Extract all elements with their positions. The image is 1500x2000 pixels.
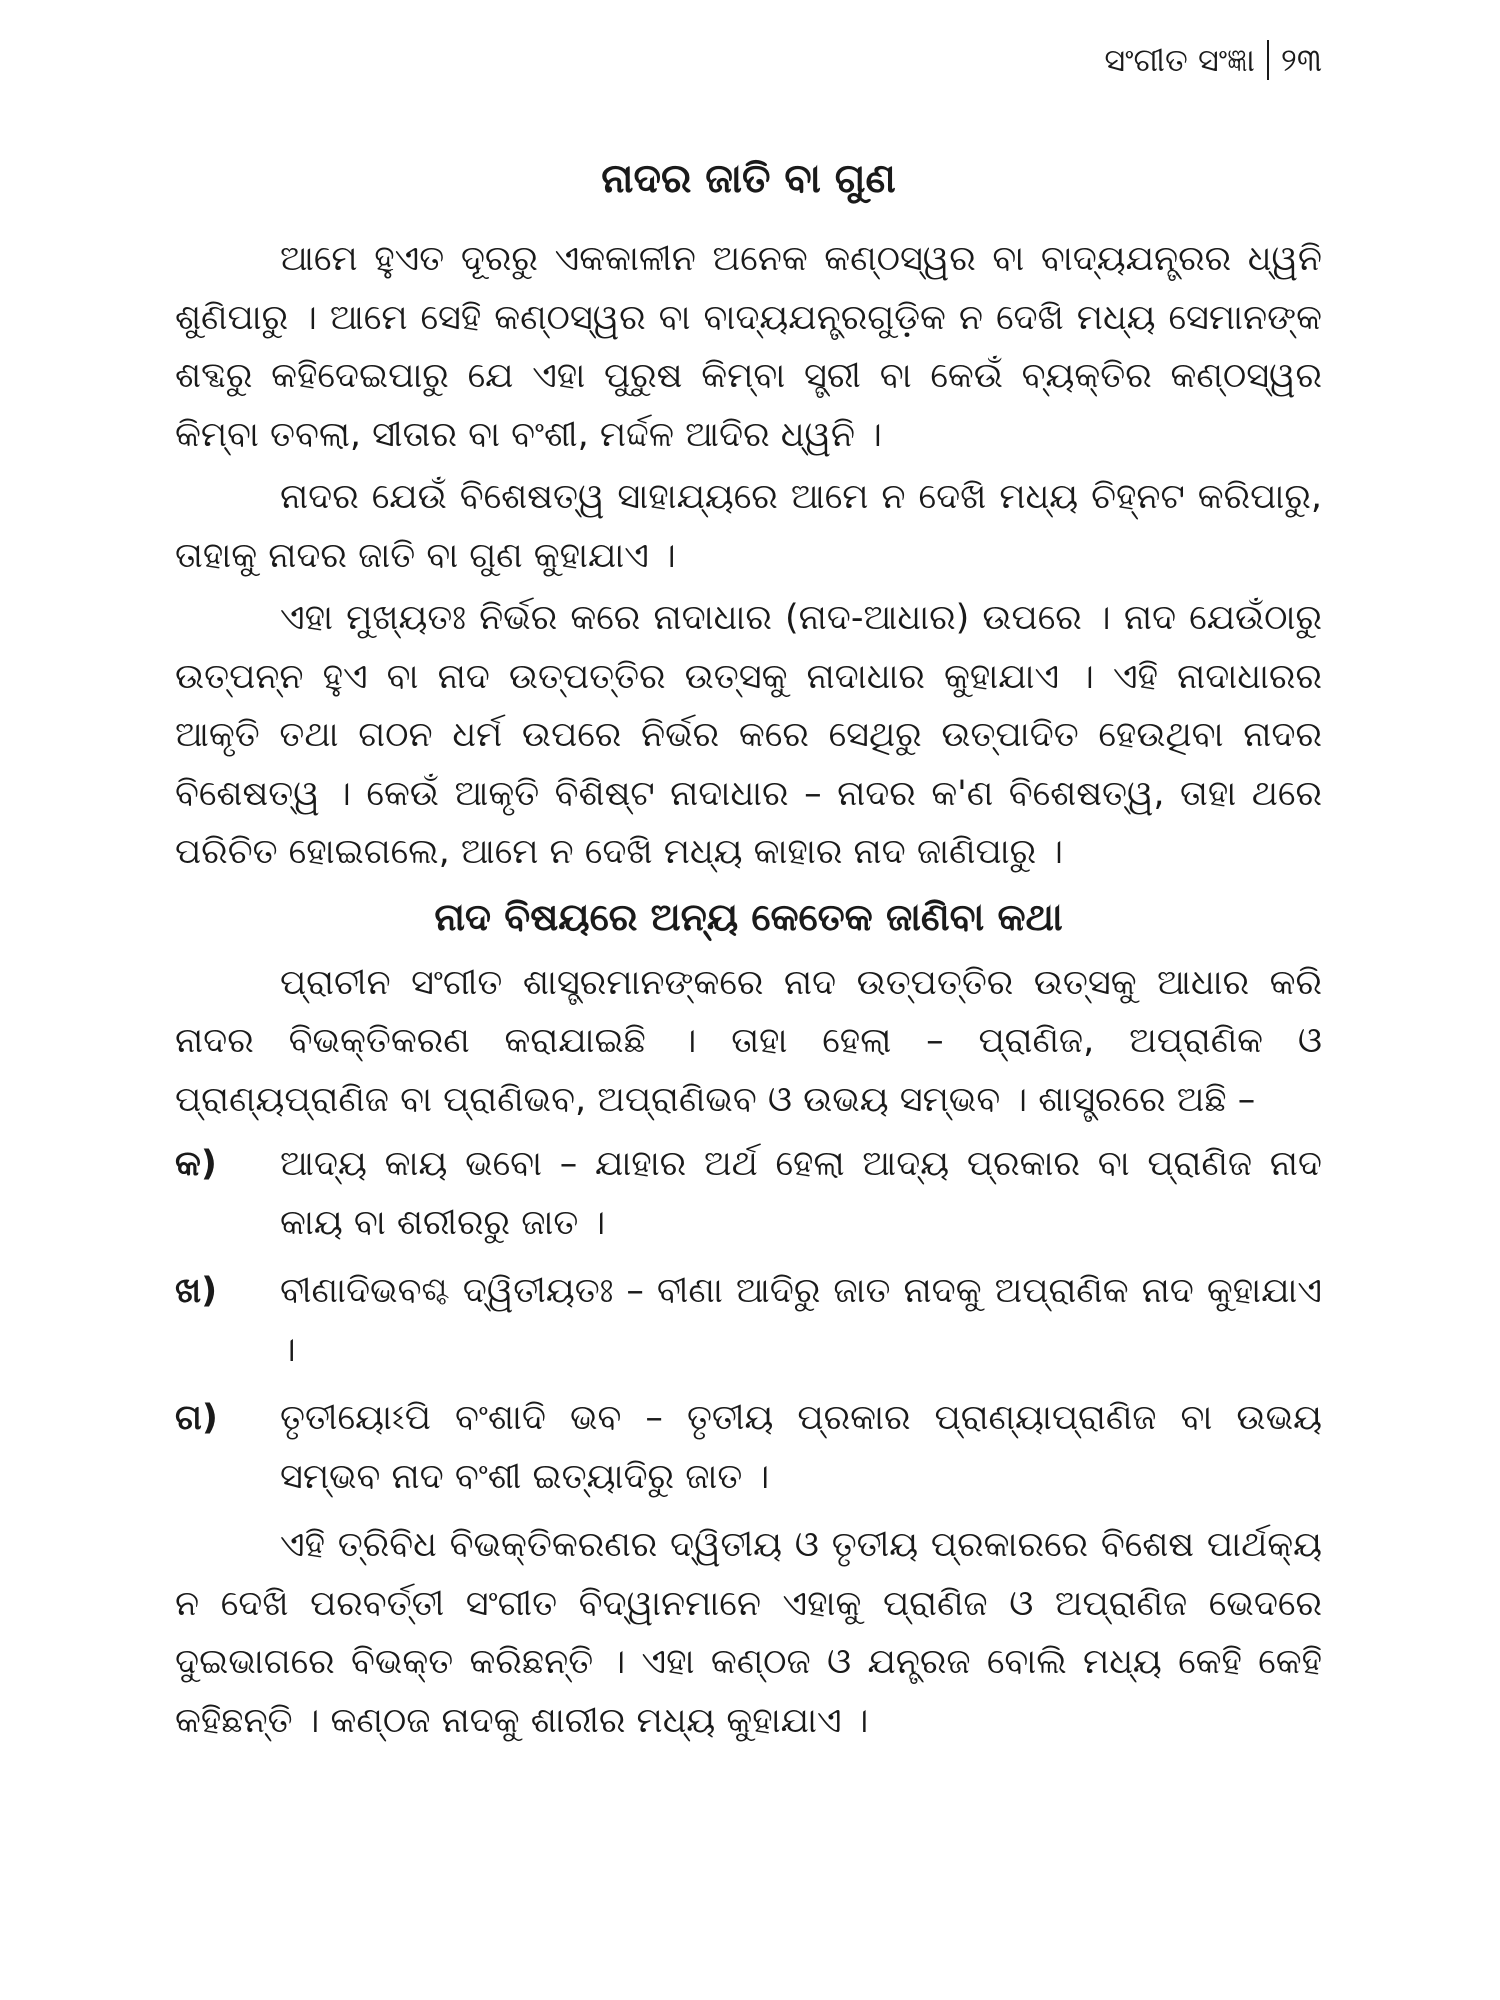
list-marker: ଗ) (175, 1398, 218, 1438)
paragraph: ଆମେ ହୁଏତ ଦୂରରୁ ଏକକାଳୀନ ଅନେକ କଣ୍ଠସ୍ୱର ବା ବାଦ୍ୟଯନ୍ତ୍ରର ଧ୍ୱନି ଶୁଣିପାରୁ । ଆମେ ସେହି କଣ୍ଠସ୍ୱର ବା ବାଦ୍ୟଯନ୍ତ୍ରଗୁଡ଼ିକ ନ ଦେଖି ମଧ୍ୟ ସେମାନଙ୍କ ଶବ୍ଦରୁ କହିଦେଇପାରୁ ଯେ ଏହା ପୁରୁଷ କିମ୍ବା ସ୍ତ୍ରୀ ବା କେଉଁ ବ୍ୟକ୍ତିର କଣ୍ଠସ୍ୱର କିମ୍ବା ତବଲା, ସୀତାର ବା ବଂଶୀ, ମର୍ଦ୍ଦଳ ଆଦିର ଧ୍ୱନି । (175, 239, 1322, 455)
list-text: ତୃତୀୟୋଽପି ବଂଶାଦି ଭବ – ତୃତୀୟ ପ୍ରକାର ପ୍ରାଣ୍ୟାପ୍ରାଣିଜ ବା ଉଭୟ ସମ୍ଭବ ନାଦ ବଂଶୀ ଇତ୍ୟାଦିରୁ ଜାତ । (280, 1398, 1322, 1497)
running-header (1104, 40, 1322, 80)
paragraph: ପ୍ରାଚୀନ ସଂଗୀତ ଶାସ୍ତ୍ରମାନଙ୍କରେ ନାଦ ଉତ୍ପତ୍ତିର ଉତ୍ସକୁ ଆଧାର କରି ନାଦର ବିଭକ୍ତିକରଣ କରାଯାଇଛି । ତାହା ହେଲା – ପ୍ରାଣିଜ, ଅପ୍ରାଣିକ ଓ ପ୍ରାଣ୍ୟପ୍ରାଣିଜ ବା ପ୍ରାଣିଭବ, ଅପ୍ରାଣିଭବ ଓ ଉଭୟ ସମ୍ଭବ । ଶାସ୍ତ୍ରରେ ଅଛି – (175, 962, 1322, 1120)
book-title: ସଂଗୀତ ସଂଜ୍ଞା (1104, 40, 1255, 79)
section-title: ନାଦର ଜାତି ବା ଗୁଣ (601, 156, 896, 202)
paragraph: ଏହା ମୁଖ୍ୟତଃ ନିର୍ଭର କରେ ନାଦାଧାର (ନାଦ-ଆଧାର) ଉପରେ । ନାଦ ଯେଉଁଠାରୁ ଉତ୍ପନ୍ନ ହୁଏ ବା ନାଦ ଉତ୍ପତ୍ତିର ଉତ୍ସକୁ ନାଦାଧାର କୁହାଯାଏ । ଏହି ନାଦାଧାରର ଆକୃତି ତଥା ଗଠନ ଧର୍ମ ଉପରେ ନିର୍ଭର କରେ ସେଥିରୁ ଉତ୍ପାଦିତ ହେଉଥିବା ନାଦର ବିଶେଷତ୍ୱ । କେଉଁ ଆକୃତି ବିଶିଷ୍ଟ ନାଦାଧାର – ନାଦର କ'ଣ ବିଶେଷତ୍ୱ, ତାହା ଥରେ ପରିଚିତ ହୋଇଗଲେ, ଆମେ ନ ଦେଖି ମଧ୍ୟ କାହାର ନାଦ ଜାଣିପାରୁ । (175, 598, 1322, 872)
header-divider (1267, 40, 1269, 80)
list-marker: କ) (175, 1144, 217, 1184)
paragraph: ଏହି ତ୍ରିବିଧ ବିଭକ୍ତିକରଣର ଦ୍ୱିତୀୟ ଓ ତୃତୀୟ ପ୍ରକାରରେ ବିଶେଷ ପାର୍ଥକ୍ୟ ନ ଦେଖି ପରବର୍ତ୍ତୀ ସଂଗୀତ ବିଦ୍ୱାନମାନେ ଏହାକୁ ପ୍ରାଣିଜ ଓ ଅପ୍ରାଣିଜ ଭେଦରେ ଦୁଇଭାଗରେ ବିଭକ୍ତ କରିଛନ୍ତି । ଏହା କଣ୍ଠଜ ଓ ଯନ୍ତ୍ରଜ ବୋଲି ମଧ୍ୟ କେହି କେହି କହିଛନ୍ତି । କଣ୍ଠଜ ନାଦକୁ ଶାରୀର ମଧ୍ୟ କୁହାଯାଏ । (175, 1525, 1322, 1741)
paragraph: ନାଦର ଯେଉଁ ବିଶେଷତ୍ୱ ସାହାଯ୍ୟରେ ଆମେ ନ ଦେଖି ମଧ୍ୟ ଚିହ୍ନଟ କରିପାରୁ, ତାହାକୁ ନାଦର ଜାତି ବା ଗୁଣ କୁହାଯାଏ । (175, 477, 1322, 576)
list-item (175, 1262, 1322, 1379)
page-body (175, 150, 1322, 1754)
list-item (175, 1135, 1322, 1252)
list-text: ବୀଣାଦିଭବଶ୍ଚ ଦ୍ୱିତୀୟତଃ – ବୀଣା ଆଦିରୁ ଜାତ ନାଦକୁ ଅପ୍ରାଣିକ ନାଦ କୁହାଯାଏ । (280, 1271, 1322, 1370)
list-text: ଆଦ୍ୟ କାୟ ଭବୋ – ଯାହାର ଅର୍ଥ ହେଲା ଆଦ୍ୟ ପ୍ରକାର ବା ପ୍ରାଣିଜ ନାଦ କାୟ ବା ଶରୀରରୁ ଜାତ । (280, 1144, 1322, 1243)
subsection-title: ନାଦ ବିଷୟରେ ଅନ୍ୟ କେତେକ ଜାଣିବା କଥା (434, 894, 1063, 939)
list-item (175, 1389, 1322, 1506)
list-marker: ଖ) (175, 1271, 218, 1311)
page-number: ୨୩ (1280, 40, 1322, 79)
